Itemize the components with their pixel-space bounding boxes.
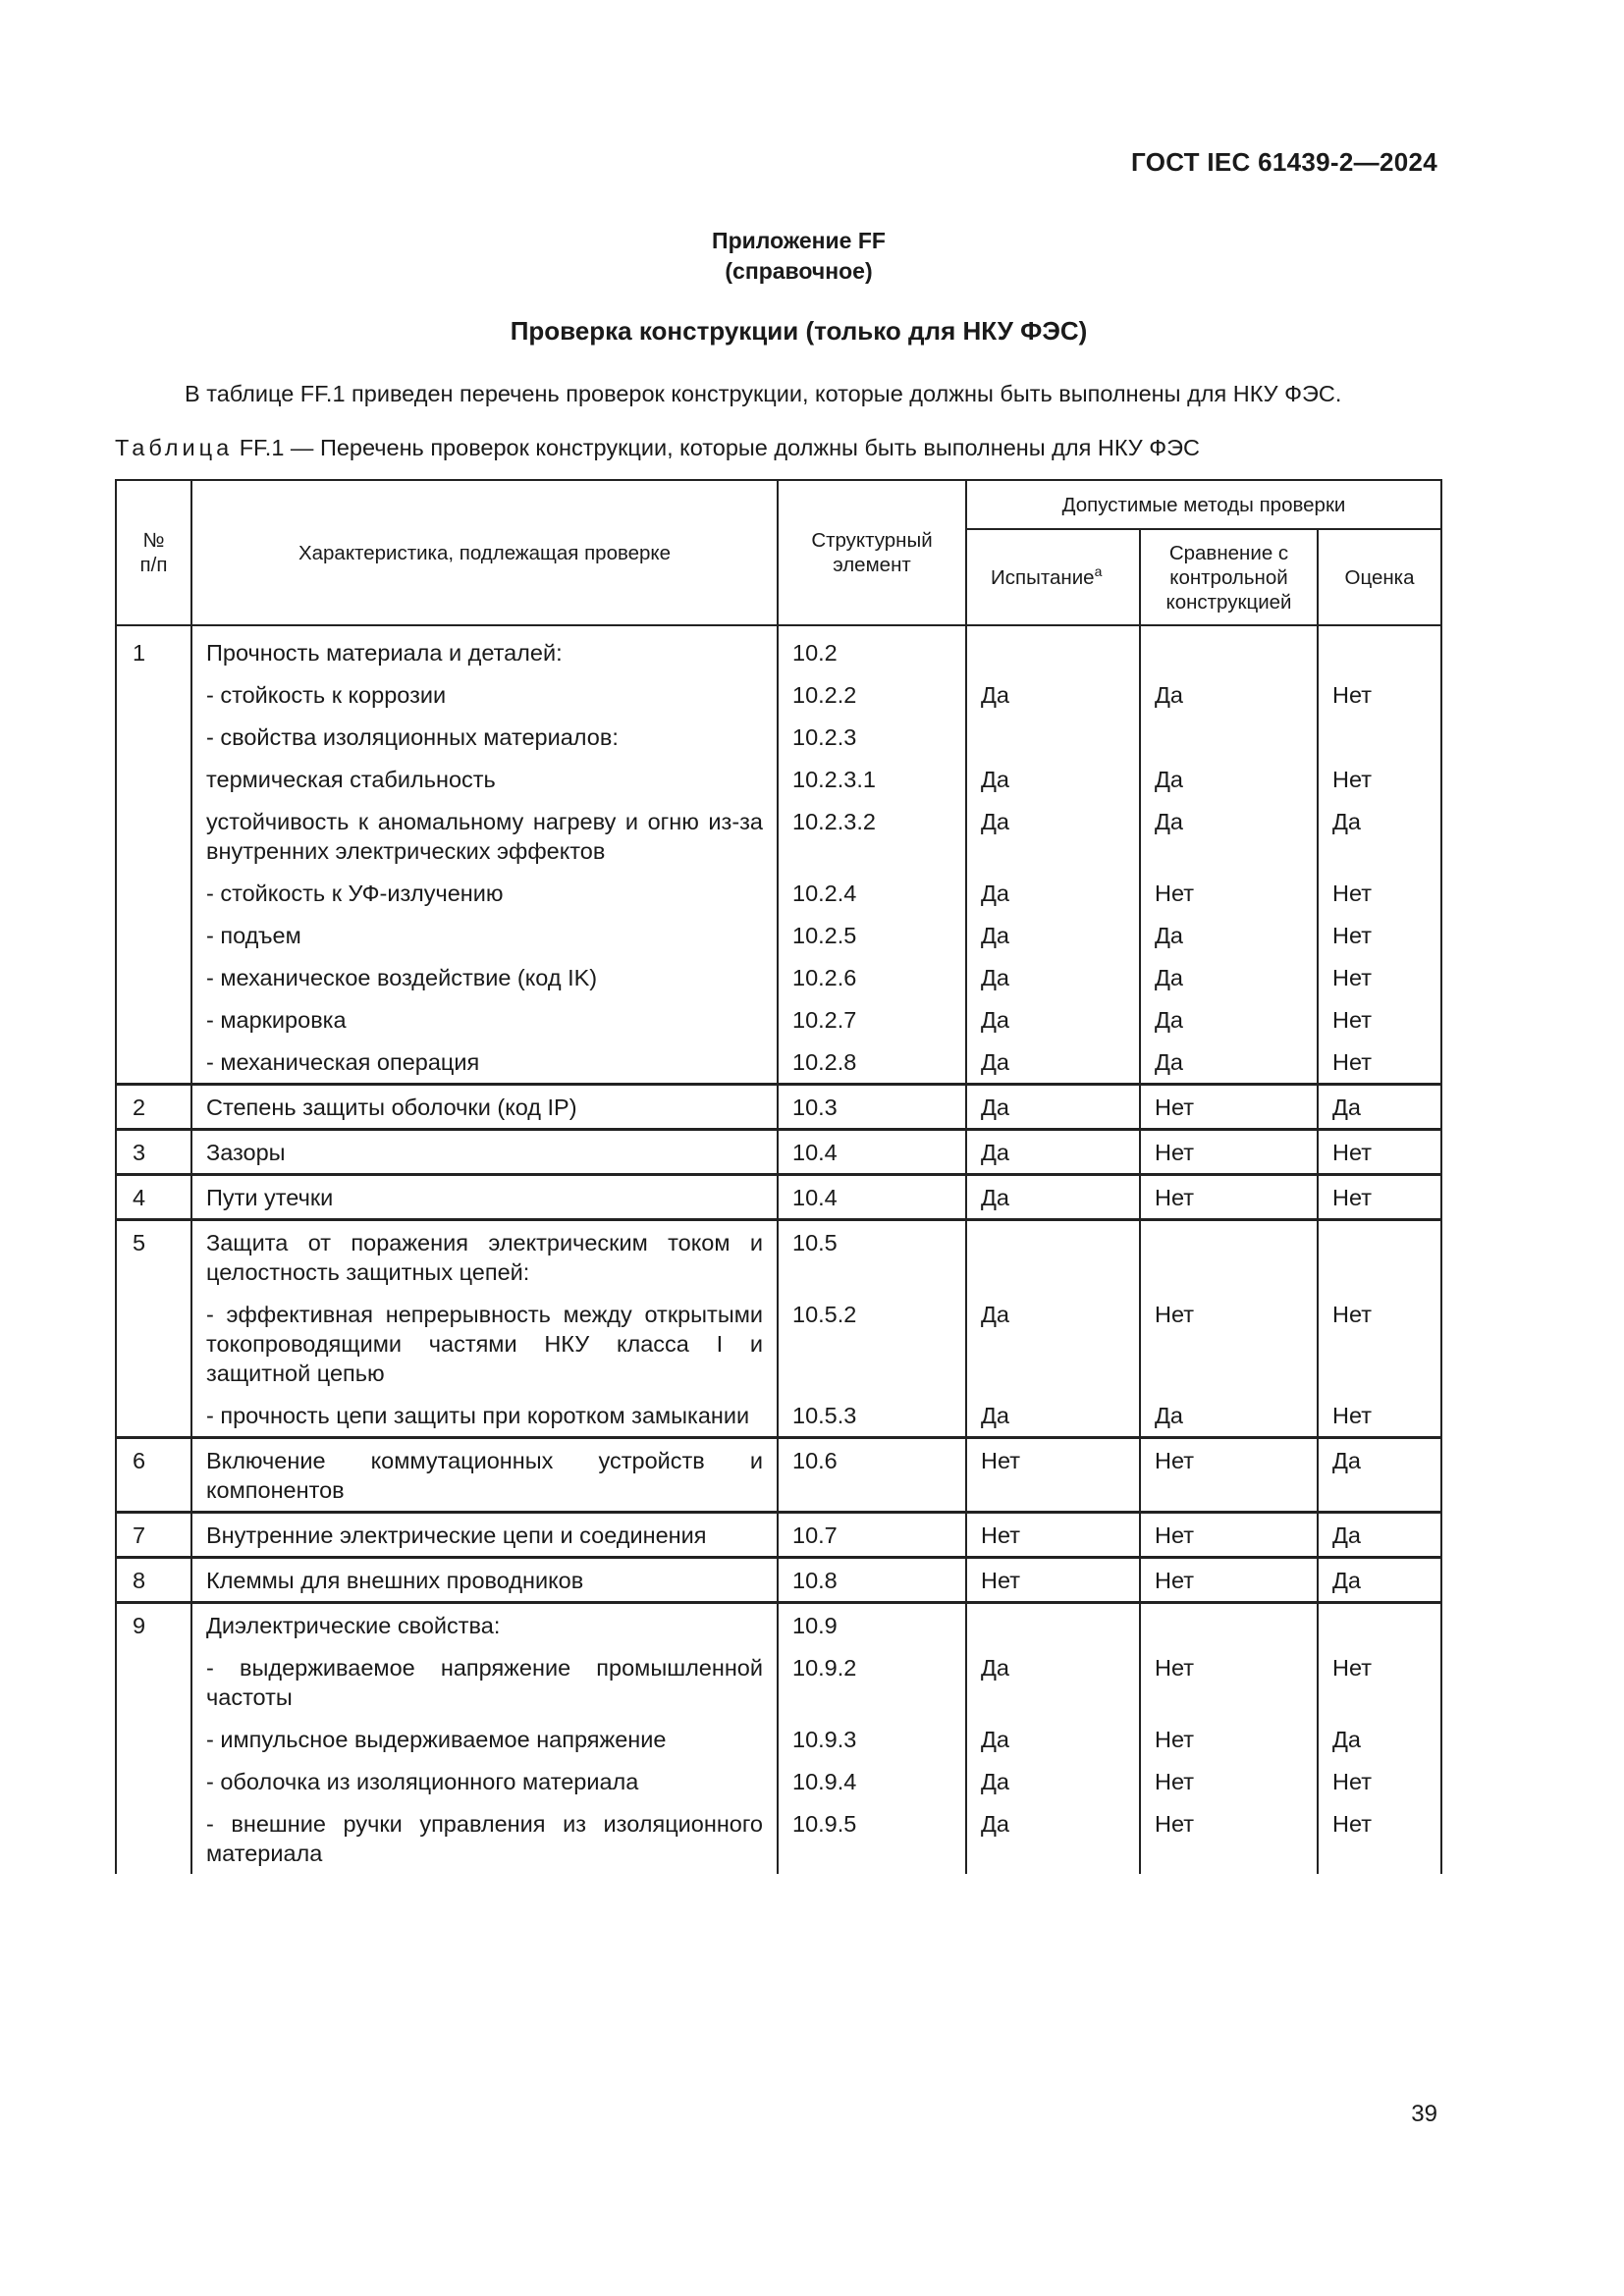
row-structural-element: 10.9.5 bbox=[778, 1802, 966, 1874]
row-number: 7 bbox=[116, 1513, 191, 1558]
row-structural-element: 10.2.3 bbox=[778, 716, 966, 758]
row-number bbox=[116, 800, 191, 872]
row-characteristic: Степень защиты оболочки (код IP) bbox=[191, 1085, 778, 1130]
row-structural-element: 10.4 bbox=[778, 1130, 966, 1175]
row-characteristic: - свойства изоляционных материалов: bbox=[191, 716, 778, 758]
row-structural-element: 10.6 bbox=[778, 1438, 966, 1513]
row-evaluation bbox=[1318, 1220, 1441, 1294]
table-row bbox=[116, 1603, 1441, 1647]
row-comparison: Нет bbox=[1140, 1802, 1318, 1874]
row-evaluation: Нет bbox=[1318, 998, 1441, 1041]
row-structural-element: 10.2.3.2 bbox=[778, 800, 966, 872]
row-comparison bbox=[1140, 1220, 1318, 1294]
row-evaluation: Да bbox=[1318, 1558, 1441, 1603]
row-evaluation: Нет bbox=[1318, 1394, 1441, 1438]
header-element bbox=[778, 480, 966, 625]
row-characteristic: Включение коммутационных устройств и компонентов bbox=[191, 1438, 778, 1513]
row-structural-element: 10.2.4 bbox=[778, 872, 966, 914]
row-evaluation: Нет bbox=[1318, 1041, 1441, 1085]
table-row bbox=[116, 956, 1441, 998]
row-structural-element: 10.7 bbox=[778, 1513, 966, 1558]
row-evaluation: Нет bbox=[1318, 914, 1441, 956]
row-characteristic: - маркировка bbox=[191, 998, 778, 1041]
table-row bbox=[116, 914, 1441, 956]
header-number-text: № п/п bbox=[139, 529, 168, 576]
table-row bbox=[116, 872, 1441, 914]
row-structural-element: 10.2.6 bbox=[778, 956, 966, 998]
row-evaluation: Нет bbox=[1318, 1293, 1441, 1394]
row-test: Да bbox=[966, 1293, 1140, 1394]
row-evaluation: Да bbox=[1318, 800, 1441, 872]
row-number bbox=[116, 872, 191, 914]
verification-table bbox=[115, 479, 1442, 1874]
table-row bbox=[116, 800, 1441, 872]
table-row bbox=[116, 1293, 1441, 1394]
table-body bbox=[116, 625, 1441, 1874]
section-title: Проверка конструкции (только для НКУ ФЭС) bbox=[510, 316, 1088, 346]
row-number bbox=[116, 758, 191, 800]
row-evaluation: Нет bbox=[1318, 1802, 1441, 1874]
row-comparison: Да bbox=[1140, 998, 1318, 1041]
annex-title: Приложение FF bbox=[712, 228, 886, 253]
row-structural-element: 10.2.7 bbox=[778, 998, 966, 1041]
row-number bbox=[116, 1718, 191, 1760]
row-test: Да bbox=[966, 1718, 1140, 1760]
table-row bbox=[116, 1558, 1441, 1603]
header-methods-text: Допустимые методы проверки bbox=[1061, 493, 1346, 516]
row-characteristic: - стойкость к УФ-излучению bbox=[191, 872, 778, 914]
row-characteristic: - стойкость к коррозии bbox=[191, 673, 778, 716]
header-characteristic bbox=[191, 480, 778, 625]
row-test: Да bbox=[966, 800, 1140, 872]
row-number bbox=[116, 1293, 191, 1394]
row-comparison: Да bbox=[1140, 914, 1318, 956]
row-characteristic: устойчивость к аномальному нагреву и огню из-за внутренних электрических эффектов bbox=[191, 800, 778, 872]
row-test: Да bbox=[966, 914, 1140, 956]
table-row bbox=[116, 625, 1441, 673]
row-structural-element: 10.2.2 bbox=[778, 673, 966, 716]
row-comparison: Нет bbox=[1140, 1175, 1318, 1220]
table-caption bbox=[115, 435, 1200, 461]
row-structural-element: 10.5.3 bbox=[778, 1394, 966, 1438]
row-test: Да bbox=[966, 1041, 1140, 1085]
row-number bbox=[116, 1041, 191, 1085]
row-characteristic: Защита от поражения электрическим током и целостность защитных цепей: bbox=[191, 1220, 778, 1294]
row-evaluation: Нет bbox=[1318, 1646, 1441, 1718]
row-characteristic: - подъем bbox=[191, 914, 778, 956]
table-row bbox=[116, 1513, 1441, 1558]
row-characteristic: Прочность материала и деталей: bbox=[191, 625, 778, 673]
header-characteristic-text: Характеристика, подлежащая проверке bbox=[298, 541, 672, 564]
table-row bbox=[116, 1220, 1441, 1294]
row-comparison bbox=[1140, 716, 1318, 758]
header-comparison-text: Сравнение с контрольной конструкцией bbox=[1165, 541, 1292, 614]
row-comparison: Нет bbox=[1140, 1760, 1318, 1802]
row-test bbox=[966, 1220, 1140, 1294]
row-evaluation: Да bbox=[1318, 1438, 1441, 1513]
row-comparison: Нет bbox=[1140, 1718, 1318, 1760]
row-characteristic: - механическое воздействие (код IK) bbox=[191, 956, 778, 998]
table-row bbox=[116, 1438, 1441, 1513]
row-structural-element: 10.2.8 bbox=[778, 1041, 966, 1085]
row-number: 8 bbox=[116, 1558, 191, 1603]
table-row bbox=[116, 716, 1441, 758]
table-row bbox=[116, 1394, 1441, 1438]
row-comparison: Да bbox=[1140, 800, 1318, 872]
row-evaluation: Да bbox=[1318, 1718, 1441, 1760]
row-number: 1 bbox=[116, 625, 191, 673]
row-characteristic: - выдерживаемое напряжение промышленной частоты bbox=[191, 1646, 778, 1718]
header-methods bbox=[966, 480, 1441, 529]
row-characteristic: - прочность цепи защиты при коротком замыкании bbox=[191, 1394, 778, 1438]
row-number bbox=[116, 998, 191, 1041]
row-structural-element: 10.8 bbox=[778, 1558, 966, 1603]
row-evaluation: Нет bbox=[1318, 673, 1441, 716]
row-comparison: Да bbox=[1140, 956, 1318, 998]
row-evaluation bbox=[1318, 716, 1441, 758]
header-test bbox=[966, 529, 1140, 625]
row-number: 4 bbox=[116, 1175, 191, 1220]
header-evaluation bbox=[1318, 529, 1441, 625]
row-test: Да bbox=[966, 1175, 1140, 1220]
annex-heading bbox=[0, 226, 1597, 287]
page-number: 39 bbox=[1411, 2101, 1437, 2127]
table-caption-text: FF.1 — Перечень проверок конструкции, которые должны быть выполнены для НКУ ФЭС bbox=[239, 435, 1200, 460]
table-row bbox=[116, 1718, 1441, 1760]
row-characteristic: Пути утечки bbox=[191, 1175, 778, 1220]
row-characteristic: Клеммы для внешних проводников bbox=[191, 1558, 778, 1603]
row-test: Да bbox=[966, 1646, 1140, 1718]
row-comparison: Да bbox=[1140, 1394, 1318, 1438]
row-evaluation: Нет bbox=[1318, 956, 1441, 998]
table-row bbox=[116, 673, 1441, 716]
row-comparison: Нет bbox=[1140, 1085, 1318, 1130]
annex-kind: (справочное) bbox=[725, 258, 873, 284]
row-number bbox=[116, 1760, 191, 1802]
row-test bbox=[966, 716, 1140, 758]
row-characteristic: - внешние ручки управления из изоляционного материала bbox=[191, 1802, 778, 1874]
row-structural-element: 10.2 bbox=[778, 625, 966, 673]
row-comparison: Нет bbox=[1140, 1513, 1318, 1558]
row-characteristic: - механическая операция bbox=[191, 1041, 778, 1085]
row-comparison: Нет bbox=[1140, 872, 1318, 914]
row-structural-element: 10.2.5 bbox=[778, 914, 966, 956]
row-evaluation: Нет bbox=[1318, 1175, 1441, 1220]
row-number: 5 bbox=[116, 1220, 191, 1294]
row-comparison bbox=[1140, 1603, 1318, 1647]
row-test: Да bbox=[966, 758, 1140, 800]
row-test: Да bbox=[966, 1085, 1140, 1130]
row-test: Нет bbox=[966, 1513, 1140, 1558]
row-comparison: Да bbox=[1140, 758, 1318, 800]
row-number: 2 bbox=[116, 1085, 191, 1130]
table-row bbox=[116, 1130, 1441, 1175]
table-row bbox=[116, 1646, 1441, 1718]
table-row bbox=[116, 1760, 1441, 1802]
row-characteristic: Диэлектрические свойства: bbox=[191, 1603, 778, 1647]
row-comparison: Нет bbox=[1140, 1438, 1318, 1513]
row-structural-element: 10.9 bbox=[778, 1603, 966, 1647]
row-structural-element: 10.4 bbox=[778, 1175, 966, 1220]
row-comparison: Нет bbox=[1140, 1646, 1318, 1718]
row-test: Да bbox=[966, 1802, 1140, 1874]
row-test: Нет bbox=[966, 1438, 1140, 1513]
header-comparison bbox=[1140, 529, 1318, 625]
row-test: Нет bbox=[966, 1558, 1140, 1603]
row-test: Да bbox=[966, 872, 1140, 914]
row-structural-element: 10.2.3.1 bbox=[778, 758, 966, 800]
row-number bbox=[116, 1394, 191, 1438]
row-characteristic: - эффективная непрерывность между открытыми токопроводящими частями НКУ класса I и защитной цепью bbox=[191, 1293, 778, 1394]
table-row bbox=[116, 1175, 1441, 1220]
header-evaluation-text: Оценка bbox=[1344, 565, 1415, 589]
header-test-text: Испытание bbox=[991, 565, 1095, 589]
header-element-text: Структурный элемент bbox=[811, 529, 933, 576]
row-test bbox=[966, 625, 1140, 673]
row-structural-element: 10.5.2 bbox=[778, 1293, 966, 1394]
row-test bbox=[966, 1603, 1140, 1647]
document-code: ГОСТ IEC 61439-2—2024 bbox=[1131, 147, 1437, 177]
header-number bbox=[116, 480, 191, 625]
row-number bbox=[116, 716, 191, 758]
row-test: Да bbox=[966, 1394, 1140, 1438]
row-evaluation: Нет bbox=[1318, 872, 1441, 914]
row-evaluation bbox=[1318, 1603, 1441, 1647]
row-structural-element: 10.9.3 bbox=[778, 1718, 966, 1760]
row-comparison: Нет bbox=[1140, 1293, 1318, 1394]
row-structural-element: 10.9.2 bbox=[778, 1646, 966, 1718]
row-comparison: Нет bbox=[1140, 1558, 1318, 1603]
row-number: 3 bbox=[116, 1130, 191, 1175]
row-test: Да bbox=[966, 1760, 1140, 1802]
row-comparison bbox=[1140, 625, 1318, 673]
table-caption-prefix: Таблица bbox=[115, 435, 234, 460]
row-number bbox=[116, 914, 191, 956]
row-structural-element: 10.5 bbox=[778, 1220, 966, 1294]
row-comparison: Да bbox=[1140, 673, 1318, 716]
row-comparison: Нет bbox=[1140, 1130, 1318, 1175]
row-structural-element: 10.3 bbox=[778, 1085, 966, 1130]
row-characteristic: - импульсное выдерживаемое напряжение bbox=[191, 1718, 778, 1760]
row-evaluation: Нет bbox=[1318, 1760, 1441, 1802]
row-comparison: Да bbox=[1140, 1041, 1318, 1085]
row-evaluation: Нет bbox=[1318, 1130, 1441, 1175]
table-row bbox=[116, 1085, 1441, 1130]
row-number: 9 bbox=[116, 1603, 191, 1647]
row-number bbox=[116, 1802, 191, 1874]
table-row bbox=[116, 1802, 1441, 1874]
row-test: Да bbox=[966, 998, 1140, 1041]
row-number bbox=[116, 956, 191, 998]
row-evaluation: Да bbox=[1318, 1513, 1441, 1558]
row-characteristic: термическая стабильность bbox=[191, 758, 778, 800]
row-evaluation bbox=[1318, 625, 1441, 673]
row-characteristic: - оболочка из изоляционного материала bbox=[191, 1760, 778, 1802]
row-characteristic: Зазоры bbox=[191, 1130, 778, 1175]
row-test: Да bbox=[966, 673, 1140, 716]
header-test-footnote: а bbox=[1094, 562, 1103, 579]
row-structural-element: 10.9.4 bbox=[778, 1760, 966, 1802]
table-row bbox=[116, 998, 1441, 1041]
table-row bbox=[116, 758, 1441, 800]
table-row bbox=[116, 1041, 1441, 1085]
row-evaluation: Да bbox=[1318, 1085, 1441, 1130]
row-number bbox=[116, 673, 191, 716]
row-characteristic: Внутренние электрические цепи и соединения bbox=[191, 1513, 778, 1558]
row-test: Да bbox=[966, 956, 1140, 998]
row-evaluation: Нет bbox=[1318, 758, 1441, 800]
row-number bbox=[116, 1646, 191, 1718]
row-number: 6 bbox=[116, 1438, 191, 1513]
intro-paragraph: В таблице FF.1 приведен перечень проверок конструкции, которые должны быть выполнены для НКУ ФЭС. bbox=[185, 381, 1342, 406]
row-test: Да bbox=[966, 1130, 1140, 1175]
